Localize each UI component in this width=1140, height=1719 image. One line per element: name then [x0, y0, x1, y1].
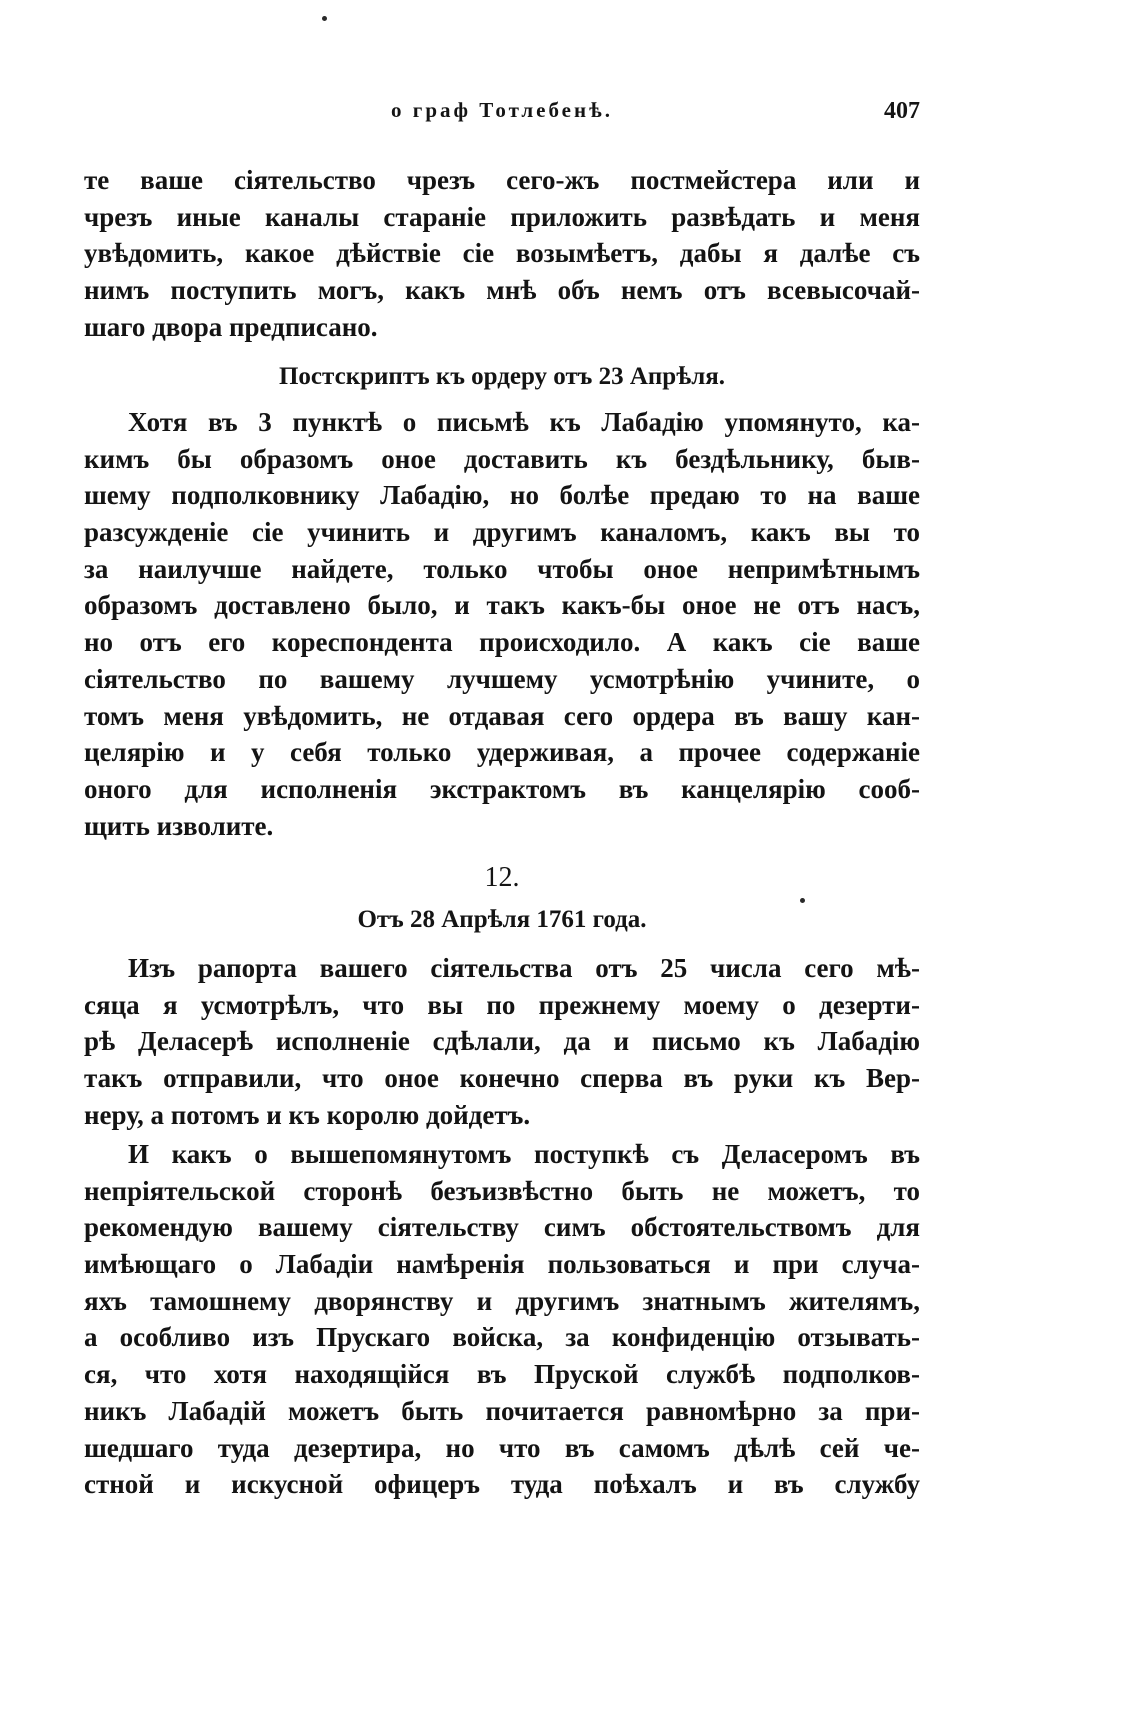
text-line: Изъ рапорта вашего сіятельства отъ 25 числа сего мѣ-	[128, 953, 920, 983]
text-line: рекомендую вашему сіятельству симъ обстоятельствомъ для	[84, 1212, 920, 1243]
page-number: 407	[884, 98, 920, 124]
text-line: образомъ доставлено было, и такъ какъ-бы оное не отъ насъ,	[84, 590, 920, 621]
paragraph-3	[84, 950, 920, 1133]
running-title: о граф Тотлебенѣ.	[391, 98, 613, 122]
text-line: имѣющаго о Лабадіи намѣренія пользоваться и при случа-	[84, 1249, 920, 1280]
text-line: рѣ Деласерѣ исполненіе сдѣлали, да и письмо къ Лабадію	[84, 1026, 920, 1057]
text-line: чрезъ иные каналы стараніе приложить развѣдать и меня	[84, 201, 920, 232]
text-line: нимъ поступить могъ, какъ мнѣ объ немъ отъ всевысочай-	[84, 275, 920, 306]
text-line: те ваше сіятельство чрезъ сего-жъ постмейстера или и	[84, 165, 920, 195]
text-line: такъ отправили, что оное конечно сперва въ руки къ Вер-	[84, 1063, 920, 1094]
date-heading: Отъ 28 Апрѣля 1761 года.	[357, 906, 647, 933]
text-line: оного для исполненія экстрактомъ въ канцелярію сооб-	[84, 773, 920, 804]
text-line: яхъ тамошнему дворянству и другимъ знатнымъ жителямъ,	[84, 1285, 920, 1316]
text-line: сіятельство по вашему лучшему усмотрѣнію учините, о	[84, 663, 920, 694]
text-line: шаго двора предписано.	[84, 311, 378, 342]
text-line: увѣдомить, какое дѣйствіе сіе возымѣетъ, дабы я далѣе съ	[84, 238, 920, 269]
text-line: неру, а потомъ и къ королю дойдетъ.	[84, 1099, 531, 1130]
text-line: стной и искусной офицеръ туда поѣхалъ и въ службу	[84, 1469, 920, 1500]
text-line: разсужденіе сіе учинить и другимъ каналомъ, какъ вы то	[84, 517, 920, 548]
text-line: сяца я усмотрѣлъ, что вы по прежнему моему о дезерти-	[84, 989, 920, 1020]
text-line: за наилучше найдете, только чтобы оное непримѣтнымъ	[84, 553, 920, 584]
text-line: непріятельской сторонѣ безъизвѣстно быть не можетъ, то	[84, 1175, 920, 1206]
text-line: но отъ его кореспондента происходило. А какъ сіе ваше	[84, 627, 920, 658]
text-line: томъ меня увѣдомить, не отдавая сего ордера въ вашу кан-	[84, 700, 920, 731]
running-head	[84, 98, 920, 134]
paragraph-1	[84, 162, 920, 345]
text-line: кимъ бы образомъ оное доставить къ бездѣльнику, быв-	[84, 443, 920, 474]
paragraph-4	[84, 1136, 920, 1503]
text-line: Хотя въ 3 пунктѣ о письмѣ къ Лабадію упомянуто, ка-	[128, 407, 920, 437]
postscript-heading: Постскриптъ къ ордеру отъ 23 Апрѣля.	[278, 363, 725, 390]
text-line: шедшаго туда дезертира, но что въ самомъ дѣлѣ сей че-	[84, 1432, 920, 1463]
document-number: 12.	[484, 862, 520, 893]
text-line: щить изволите.	[84, 810, 274, 841]
text-line: а особливо изъ Прускаго войска, за конфиденцію отзывать-	[84, 1322, 920, 1353]
text-line: ся, что хотя находящійся въ Пруской службѣ подполков-	[84, 1359, 920, 1390]
scan-speck	[322, 16, 327, 21]
text-line: никъ Лабадій можетъ быть почитается равномѣрно за при-	[84, 1395, 920, 1426]
text-line: шему подполковнику Лабадію, но болѣе предаю то на ваше	[84, 480, 920, 511]
text-line: И какъ о вышепомянутомъ поступкѣ съ Деласеромъ въ	[128, 1139, 920, 1169]
text-line: целярію и у себя только удерживая, а прочее содержаніе	[84, 737, 920, 768]
scan-speck	[800, 898, 805, 903]
paragraph-2	[84, 404, 920, 844]
